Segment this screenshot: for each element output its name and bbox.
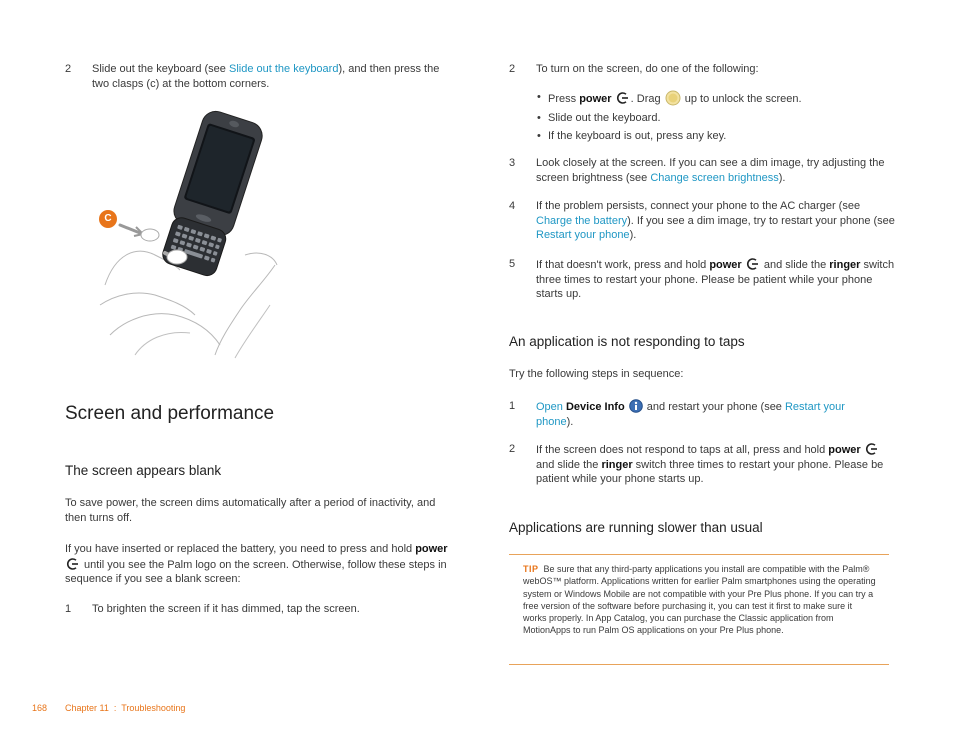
chapter-footer: Chapter 11 : Troubleshooting (65, 703, 186, 713)
link-charge-the-battery[interactable]: Charge the battery (536, 214, 628, 227)
callout-c-badge: C (99, 210, 117, 228)
power-icon (616, 91, 630, 105)
phone-illustration (95, 105, 295, 360)
paragraph-power: If you have inserted or replaced the battery, you need to press and hold power until you see the Palm logo on the screen. Otherwise, follow these steps in sequence if you see a blank screen: (65, 543, 448, 585)
step-number: 2 (65, 63, 72, 75)
step-number: 1 (65, 603, 72, 615)
step-text: To turn on the screen, do one of the following: (536, 63, 759, 75)
bullet-list (537, 90, 892, 148)
link-restart-your-phone[interactable]: Restart your phone (536, 229, 630, 241)
link-open[interactable]: Open (536, 401, 563, 413)
subsection-title: The screen appears blank (65, 463, 222, 478)
step-number: 1 (509, 400, 516, 412)
link-restart-your-phone[interactable]: Restart your phone (536, 401, 845, 428)
step-number: 3 (509, 157, 516, 169)
paragraph: Try the following steps in sequence: (509, 368, 684, 380)
list-item: • If the keyboard is out, press any key. (537, 129, 892, 144)
step-text: Slide out the keyboard (see Slide out the keyboard), and then press the two clasps (c) at the bottom corners. (92, 63, 440, 90)
step-number: 5 (509, 258, 516, 270)
tip-box (523, 563, 878, 637)
step-text: If the problem persists, connect your phone to the AC charger (see Charge the battery). If you see a dim image, try to restart your phone (see Restart your phone). (536, 200, 895, 241)
tip-text: Be sure that any third-party applications you install are compatible with the Palm® webOS™ platform. Applications written for earlier Palm smartphones using the operating system or Windows Mobile are not compatible with your Pre Plus phone. If you can try a free version of the software before purchasing it, you can test it first to make sure it works properly. In App Catalog, you can purchase the Classic application from MotionApps to run Palm OS applications on your Pre Plus phone. (523, 564, 876, 636)
step-number: 2 (509, 443, 516, 455)
subsection-title: Applications are running slower than usual (509, 520, 763, 535)
list-item: • Slide out the keyboard. (537, 111, 892, 126)
step-number: 2 (509, 63, 516, 75)
paragraph: To save power, the screen dims automatically after a period of inactivity, and then turns off. (65, 497, 436, 524)
tip-bottom-rule (509, 664, 889, 665)
section-title: Screen and performance (65, 403, 275, 424)
tip-top-rule (509, 554, 889, 555)
step-text: Open Device Info and restart your phone (see Restart your phone). (536, 401, 845, 428)
power-icon (746, 257, 760, 271)
power-icon (66, 557, 80, 571)
link-change-screen-brightness[interactable]: Change screen brightness (650, 171, 779, 184)
page-number: 168 (32, 703, 48, 713)
tip-label: TIP (523, 564, 539, 574)
unlock-ring-icon (665, 90, 681, 106)
subsection-title: An application is not responding to taps (509, 334, 745, 349)
step-text: If that doesn't work, press and hold power and slide the ringer switch three times to restart your phone. Please be patient while your phone starts up. (536, 259, 895, 300)
step-text: Look closely at the screen. If you can see a dim image, try adjusting the screen brightness (see Change screen brightness). (536, 157, 885, 184)
power-icon (865, 442, 879, 456)
list-item: • Press power . Drag up to unlock the screen. (537, 90, 892, 107)
device-info-icon (629, 399, 643, 413)
phone-keyboard-image (95, 105, 295, 360)
step-number: 4 (509, 200, 516, 212)
link-slide-out-keyboard[interactable]: Slide out the keyboard (228, 63, 339, 75)
step-text: To brighten the screen if it has dimmed, tap the screen. (92, 603, 360, 615)
step-text: If the screen does not respond to taps at all, press and hold power and slide the ringer switch three times to restart your phone. Please be patient while your phone starts up. (536, 444, 884, 485)
